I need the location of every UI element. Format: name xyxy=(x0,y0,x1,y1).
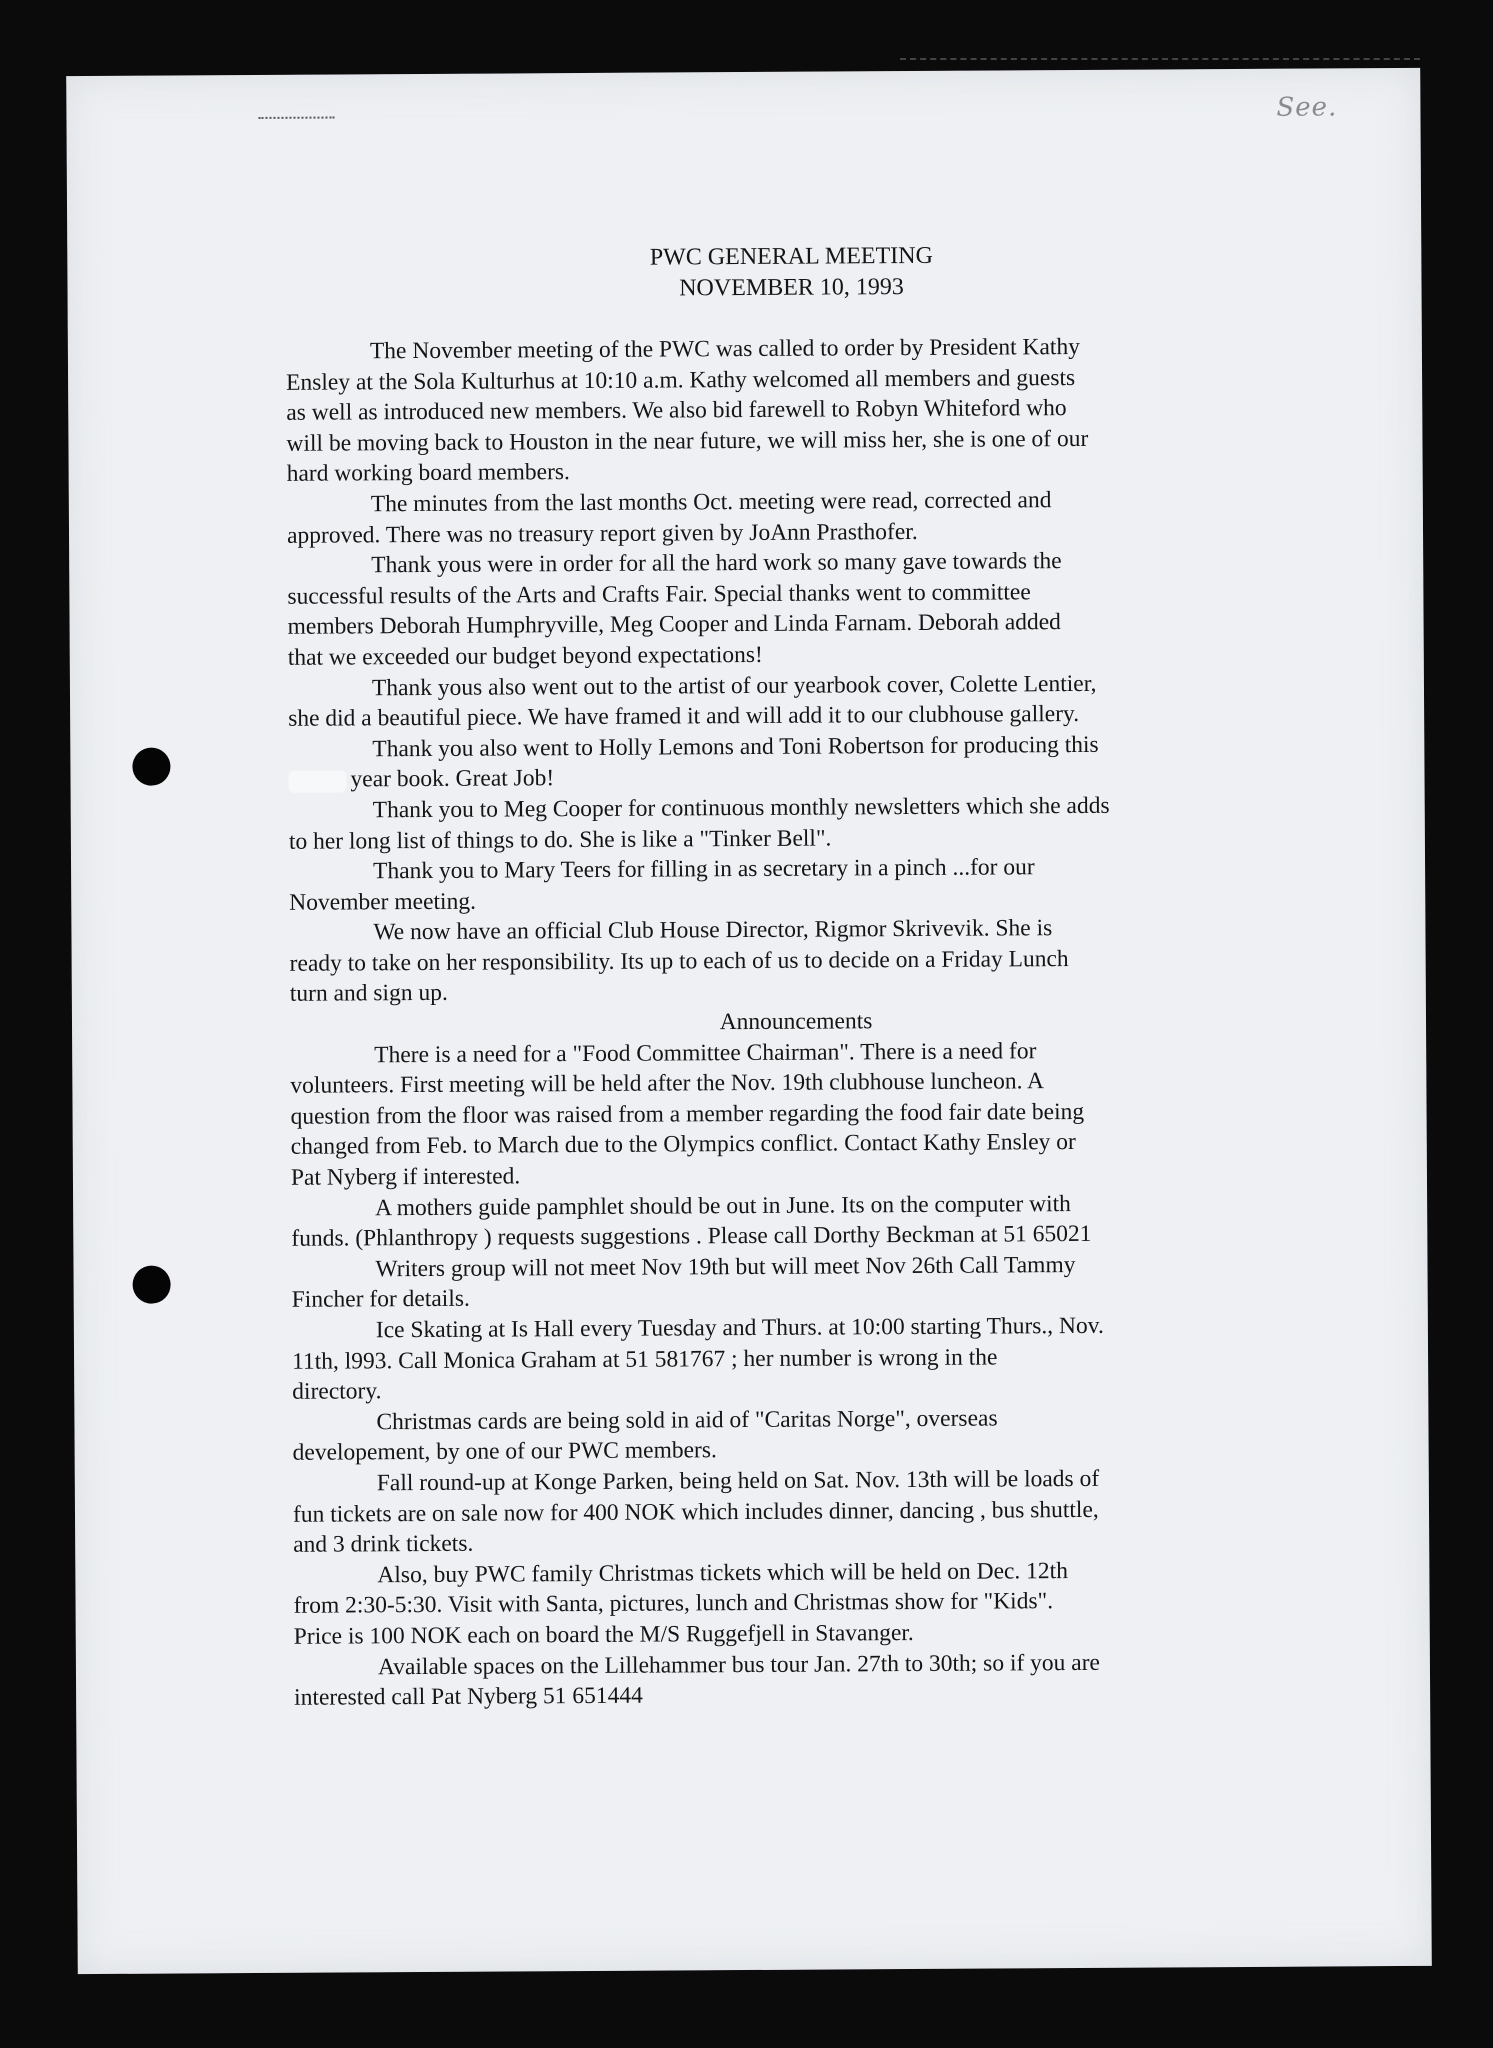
punch-hole-upper xyxy=(132,748,170,786)
text-line: Thank you to Meg Cooper for continuous monthly newsletters which she adds xyxy=(372,792,1110,824)
text-line: Christmas cards are being sold in aid of "Caritas Norge", overseas xyxy=(376,1405,998,1436)
document-page xyxy=(66,68,1432,1974)
text-line: The minutes from the last months Oct. meeting were read, corrected and xyxy=(370,487,1052,518)
text-line: Thank you also went to Holly Lemons and Toni Robertson for producing this xyxy=(372,731,1099,763)
text-line: We now have an official Club House Director, Rigmor Skrivevik. She is xyxy=(373,915,1053,946)
minutes-paragraph xyxy=(287,484,1299,551)
text-line: There is a need for a "Food Committee Chairman". There is a need for xyxy=(374,1037,1037,1068)
text-line: year book. Great Job! xyxy=(288,759,1300,796)
text-line: members Deborah Humphryville, Meg Cooper and Linda Farnam. Deborah added xyxy=(287,609,1061,641)
text-line: The November meeting of the PWC was called to order by President Kathy xyxy=(369,333,1080,365)
text-line: as well as introduced new members. We also bid farewell to Robyn Whiteford who xyxy=(286,395,1067,427)
minutes-paragraph xyxy=(289,790,1301,857)
minutes-paragraph xyxy=(286,331,1299,490)
text-line: successful results of the Arts and Crafts Fair. Special thanks went to committee xyxy=(287,579,1031,610)
text-line: Pat Nyberg if interested. xyxy=(290,1163,521,1191)
text-line: ready to take on her responsibility. Its up to each of us to decide on a Friday Lunch xyxy=(289,945,1069,977)
text-line: Available spaces on the Lillehammer bus tour Jan. 27th to 30th; so if you are xyxy=(377,1649,1101,1680)
handwritten-note: See. xyxy=(1276,92,1338,123)
announcement-paragraph xyxy=(292,1401,1304,1468)
text-line: directory. xyxy=(292,1378,382,1405)
announcement-paragraph xyxy=(292,1310,1305,1408)
document-body xyxy=(285,239,1306,1714)
minutes-section xyxy=(286,331,1302,1010)
announcement-paragraph xyxy=(291,1187,1303,1254)
text-line: volunteers. First meeting will be held after the Nov. 19th clubhouse luncheon. A xyxy=(290,1068,1045,1100)
text-line: turn and sign up. xyxy=(289,980,448,1008)
minutes-paragraph xyxy=(289,912,1302,1010)
text-line: Thank you to Mary Teers for filling in as secretary in a pinch ...for our xyxy=(372,854,1035,885)
text-line: Thank yous also went out to the artist of our yearbook cover, Colette Lentier, xyxy=(371,670,1097,701)
text-line: Price is 100 NOK each on board the M/S Ruggefjell in Stavanger. xyxy=(293,1619,914,1650)
announcement-paragraph xyxy=(293,1463,1306,1561)
minutes-paragraph xyxy=(288,728,1300,795)
minutes-paragraph xyxy=(288,667,1300,734)
minutes-paragraph xyxy=(289,851,1301,918)
text-line: Also, buy PWC family Christmas tickets which will be held on Dec. 12th xyxy=(377,1557,1069,1589)
text-line: Thank yous were in order for all the hard work so many gave towards the xyxy=(371,548,1062,579)
announcement-paragraph xyxy=(290,1034,1303,1193)
text-line: Writers group will not meet Nov 19th but will meet Nov 26th Call Tammy xyxy=(375,1251,1076,1283)
text-line: fun tickets are on sale now for 400 NOK which includes dinner, dancing , bus shuttle, xyxy=(292,1496,1099,1528)
text-line: Fincher for details. xyxy=(291,1286,470,1314)
redaction-mark xyxy=(288,770,346,792)
text-line: question from the floor was raised from a member regarding the food fair date being xyxy=(290,1098,1085,1130)
announcement-paragraph xyxy=(294,1646,1306,1713)
text-line: developement, by one of our PWC members. xyxy=(292,1437,717,1467)
text-line: that we exceeded our budget beyond expectations! xyxy=(287,641,763,671)
text-line: Fall round-up at Konge Parken, being held on Sat. Nov. 13th will be loads of xyxy=(376,1465,1100,1497)
text-line: Ice Skating at Is Hall every Tuesday and Thurs. at 10:00 starting Thurs., Nov. xyxy=(375,1312,1104,1344)
text-line: 11th, l993. Call Monica Graham at 51 581767 ; her number is wrong in the xyxy=(291,1344,998,1375)
text-line: A mothers guide pamphlet should be out in June. Its on the computer with xyxy=(375,1190,1071,1221)
announcement-paragraph xyxy=(291,1248,1303,1315)
text-line: funds. (Phlanthropy ) requests suggestions . Please call Dorthy Beckman at 51 65021 xyxy=(291,1221,1092,1253)
punch-hole-lower xyxy=(132,1266,170,1304)
minutes-paragraph xyxy=(287,545,1300,674)
text-line: changed from Feb. to March due to the Olympics conflict. Contact Kathy Ensley or xyxy=(290,1129,1076,1161)
text-line: hard working board members. xyxy=(286,459,570,488)
document-header xyxy=(285,239,1297,307)
text-line: interested call Pat Nyberg 51 651444 xyxy=(294,1682,643,1711)
announcement-paragraph xyxy=(293,1554,1306,1652)
text-line: Ensley at the Sola Kulturhus at 10:10 a.m. Kathy welcomed all members and guests xyxy=(286,364,1076,396)
announcements-heading: Announcements xyxy=(719,1008,873,1036)
text-line: to her long list of things to do. She is like a "Tinker Bell". xyxy=(288,824,832,855)
announcements-section xyxy=(290,1034,1306,1713)
text-line: November meeting. xyxy=(289,888,476,916)
text-line: from 2:30-5:30. Visit with Santa, pictures, lunch and Christmas show for "Kids". xyxy=(293,1588,1054,1620)
text-line: and 3 drink tickets. xyxy=(293,1530,474,1558)
text-line: she did a beautiful piece. We have framed it and will add it to our clubhouse gallery. xyxy=(288,701,1080,732)
text-line: will be moving back to Houston in the near future, we will miss her, she is one of our xyxy=(286,425,1089,457)
meeting-date: NOVEMBER 10, 1993 xyxy=(679,274,904,302)
meeting-title: PWC GENERAL MEETING xyxy=(649,242,933,271)
text-line: approved. There was no treasury report given by JoAnn Prasthofer. xyxy=(286,518,918,549)
pen-mark xyxy=(258,117,334,119)
scan-edge-mark xyxy=(900,58,1420,63)
